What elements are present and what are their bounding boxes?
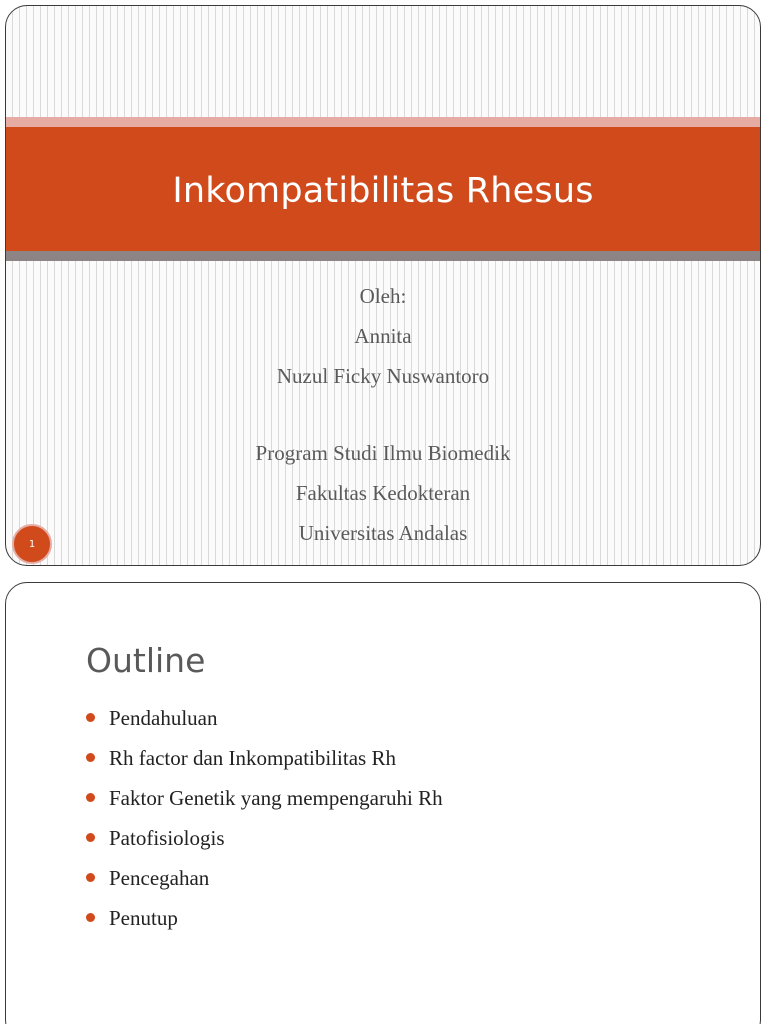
list-item-label: Penutup bbox=[109, 905, 178, 930]
list-item bbox=[86, 858, 443, 898]
subtitle-line-university: Universitas Andalas bbox=[298, 521, 468, 545]
list-item-label: Rh factor dan Inkompatibilitas Rh bbox=[109, 745, 396, 770]
title-slide bbox=[5, 5, 761, 566]
subtitle-line-by: Oleh: bbox=[359, 284, 407, 308]
list-item bbox=[86, 778, 443, 818]
list-item bbox=[86, 818, 443, 858]
slide-title: Inkompatibilitas Rhesus bbox=[172, 171, 594, 211]
list-item-label: Faktor Genetik yang mempengaruhi Rh bbox=[109, 785, 443, 810]
title-bottom-stripe bbox=[6, 251, 760, 261]
slide-number-badge: 1 bbox=[12, 524, 52, 564]
outline-list bbox=[86, 698, 443, 938]
bullet-icon bbox=[86, 873, 95, 882]
title-band bbox=[6, 127, 760, 251]
list-item bbox=[86, 898, 443, 938]
bullet-icon bbox=[86, 833, 95, 842]
subtitle-line-author-1: Annita bbox=[354, 324, 412, 348]
list-item-label: Pendahuluan bbox=[109, 705, 218, 730]
subtitle-line-program: Program Studi Ilmu Biomedik bbox=[255, 441, 511, 465]
title-top-stripe bbox=[6, 117, 760, 127]
outline-title: Outline bbox=[86, 641, 206, 680]
list-item-label: Pencegahan bbox=[109, 865, 210, 890]
subtitle-line-faculty: Fakultas Kedokteran bbox=[295, 481, 471, 505]
bullet-icon bbox=[86, 713, 95, 722]
subtitle-spacer bbox=[6, 396, 760, 433]
subtitle-line-author-2: Nuzul Ficky Nuswantoro bbox=[276, 364, 490, 388]
bullet-icon bbox=[86, 793, 95, 802]
bullet-icon bbox=[86, 913, 95, 922]
list-item bbox=[86, 738, 443, 778]
outline-slide bbox=[5, 582, 761, 1024]
bullet-icon bbox=[86, 753, 95, 762]
subtitle-block bbox=[6, 276, 760, 553]
list-item bbox=[86, 698, 443, 738]
list-item-label: Patofisiologis bbox=[109, 825, 225, 850]
